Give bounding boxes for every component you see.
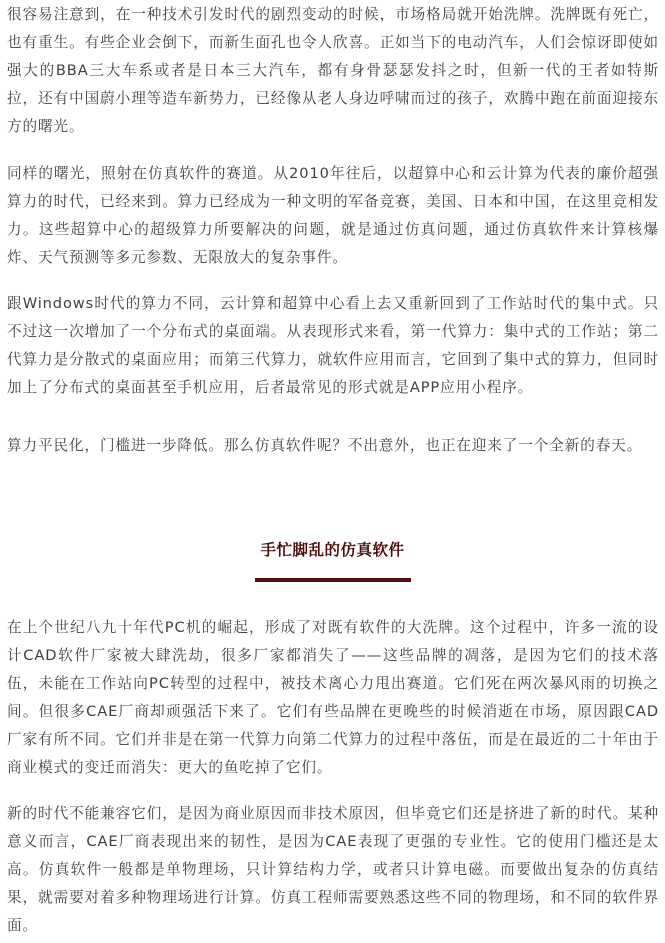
section-title: 手忙脚乱的仿真软件 xyxy=(260,541,405,559)
paragraph-pc-reshuffle: 在上个世纪八九十年代PC机的崛起，形成了对既有软件的大洗牌。这个过程中，许多一流的设计CAD软件厂家被大肆洗劫，很多厂家都消失了——这些品牌的凋落，是因为它们的技术落伍，未能在工作站向PC转型的过程中，被技术离心力甩出赛道。它们死在两次暴风雨的切换之间。但很多CAE厂商却顽强活下来了。它们有些品牌在更晚些的时候消逝在市场，原因跟CAD厂家有所不同。它们并非是在第一代算力向第二代算力的过程中落伍，而是在最近的二十年由于商业模式的变迁而消失：更大的鱼吃掉了它们。 xyxy=(7,619,659,776)
paragraph-cae-resilience: 新的时代不能兼容它们，是因为商业原因而非技术原因，但毕竟它们还是挤进了新的时代。某种意义而言，CAE厂商表现出来的韧性，是因为CAE表现了更强的专业性。它的使用门槛还是太高。仿真软件一般都是单物理场，只计算结构力学，或者只计算电磁。而要做出复杂的仿真结果，就需要对着多种物理场进行计算。仿真工程师需要熟悉这些不同的物理场，和不同的软件界面。 xyxy=(7,805,659,934)
paragraph-computing-democratized: 算力平民化，门槛进一步降低。那么仿真软件呢？不出意外，也正在迎来了一个全新的春天。 xyxy=(7,437,643,454)
paragraph-simulation-dawn: 同样的曙光，照射在仿真软件的赛道。从2010年往后，以超算中心和云计算为代表的廉价超强算力的时代，已经来到。算力已经成为一种文明的军备竞赛，美国、日本和中国，在这里竞相发力。这些超算中心的超级算力所要解决的问题，就是通过仿真问题，通过仿真软件来计算核爆炸、天气预测等多元参数、无限放大的复杂事件。 xyxy=(7,165,659,266)
section-heading xyxy=(0,537,665,582)
section-title-underline xyxy=(255,578,411,582)
paragraph-market-reshuffle: 很容易注意到，在一种技术引发时代的剧烈变动的时候，市场格局就开始洗牌。洗牌既有死亡，也有重生。有些企业会倒下，而新生面孔也令人欣喜。正如当下的电动汽车，人们会惊讶即使如强大的BBA三大车系或者是日本三大汽车，都有身骨瑟瑟发抖之时，但新一代的王者如特斯拉，还有中国蔚小理等造车新势力，已经像从老人身边呼啸而过的孩子，欢腾中跑在前面迎接东方的曙光。 xyxy=(7,6,659,135)
paragraph-computing-generations: 跟Windows时代的算力不同，云计算和超算中心看上去又重新回到了工作站时代的集中式。只不过这一次增加了一个分布式的桌面端。从表现形式来看，第一代算力：集中式的工作站；第二代算力是分散式的桌面应用；而第三代算力，就软件应用而言，它回到了集中式的算力，但同时加上了分布式的桌面甚至手机应用，后者最常见的形式就是APP应用小程序。 xyxy=(7,295,659,396)
